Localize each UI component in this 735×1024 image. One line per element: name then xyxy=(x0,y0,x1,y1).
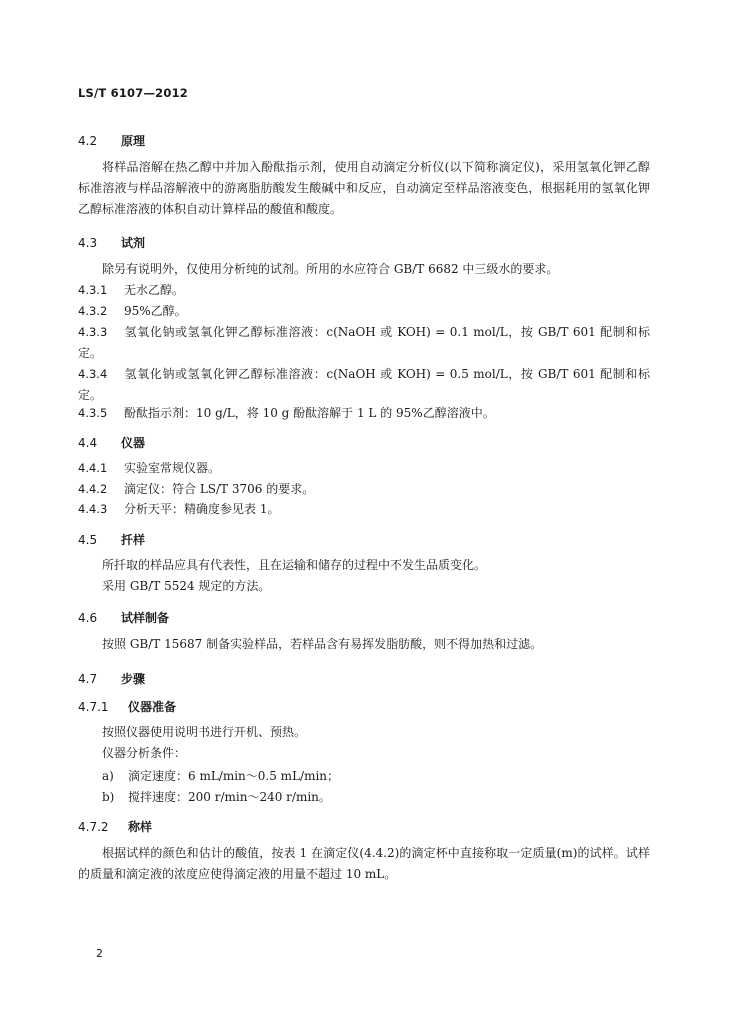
clause-4-4-2 xyxy=(78,479,650,500)
paragraph-reagents: 除另有说明外，仅使用分析纯的试剂。所用的水应符合 GB/T 6682 中三级水的要求。 xyxy=(102,262,559,276)
section-heading-4-6 xyxy=(78,609,169,626)
page-number: 2 xyxy=(96,947,103,960)
section-title: 扦样 xyxy=(121,533,146,547)
section-heading-4-7 xyxy=(78,670,145,687)
clause-text: 滴定仪：符合 LS/T 3706 的要求。 xyxy=(124,482,315,496)
section-number: 4.2 xyxy=(78,134,98,148)
clause-4-4-1 xyxy=(78,458,650,479)
paragraph-principle: 将样品溶解在热乙醇中并加入酚酞指示剂，使用自动滴定分析仪(以下简称滴定仪)，采用氢氧化钾乙醇标准溶液与样品溶解液中的游离脂肪酸发生酸碱中和反应，自动滴定至样品溶液变色，根据耗用的氢氧化钾乙醇标准溶液的体积自动计算样品的酸值和酸度。 xyxy=(78,160,650,216)
clause-4-3-5 xyxy=(78,403,650,424)
paragraph-weighing: 根据试样的颜色和估计的酸值，按表 1 在滴定仪(4.4.2)的滴定杯中直接称取一定质量(m)的试样。试样的质量和滴定液的浓度应使得滴定液的用量不超过 10 mL。 xyxy=(78,846,650,881)
section-number: 4.6 xyxy=(78,611,98,625)
section-heading-4-3 xyxy=(78,234,145,251)
clause-text: 氢氧化钠或氢氧化钾乙醇标准溶液：c(NaOH 或 KOH) = 0.5 mol/L，按 GB/T 601 配制和标定。 xyxy=(78,367,650,402)
clause-4-4-3 xyxy=(78,499,650,520)
section-number: 4.4 xyxy=(78,436,98,450)
clause-4-3-1 xyxy=(78,280,650,301)
clause-text: 分析天平：精确度参见表 1。 xyxy=(124,502,280,516)
section-number: 4.3 xyxy=(78,236,98,250)
document-code: LS/T 6107—2012 xyxy=(78,86,188,100)
clause-number: 4.3.4 xyxy=(78,367,108,381)
clause-4-3-4 xyxy=(78,364,650,406)
clause-number: 4.3.2 xyxy=(78,304,108,318)
clause-text: 无水乙醇。 xyxy=(124,283,185,297)
section-heading-4-7-1 xyxy=(78,698,176,715)
paragraph-sampling: 所扦取的样品应具有代表性，且在运输和储存的过程中不发生品质变化。 xyxy=(102,558,487,572)
clause-4-3-3 xyxy=(78,322,650,364)
clause-text: 酚酞指示剂：10 g/L，将 10 g 酚酞溶解于 1 L 的 95%乙醇溶液中。 xyxy=(124,406,495,420)
section-title: 仪器准备 xyxy=(128,700,177,714)
list-item-titration-speed xyxy=(102,767,650,784)
paragraph-instrument-start: 按照仪器使用说明书进行开机、预热。 xyxy=(102,725,307,739)
section-title: 仪器 xyxy=(121,436,146,450)
clause-number: 4.4.3 xyxy=(78,502,108,516)
section-heading-4-4 xyxy=(78,434,145,451)
section-heading-4-7-2 xyxy=(78,818,152,835)
section-title: 试样制备 xyxy=(121,611,170,625)
clause-number: 4.3.3 xyxy=(78,325,108,339)
section-title: 称样 xyxy=(128,820,153,834)
paragraph-sampling-method: 采用 GB/T 5524 规定的方法。 xyxy=(102,579,271,593)
section-title: 试剂 xyxy=(121,236,146,250)
section-number: 4.7.2 xyxy=(78,820,109,834)
list-text: 滴定速度：6 mL/min～0.5 mL/min； xyxy=(128,769,340,783)
clause-number: 4.4.1 xyxy=(78,461,108,475)
clause-number: 4.3.5 xyxy=(78,406,108,420)
paragraph-analysis-conditions: 仪器分析条件： xyxy=(102,746,187,760)
section-number: 4.5 xyxy=(78,533,98,547)
section-heading-4-5 xyxy=(78,531,145,548)
clause-text: 95%乙醇。 xyxy=(124,304,187,318)
list-item-stirring-speed xyxy=(102,788,650,805)
list-text: 搅拌速度：200 r/min～240 r/min。 xyxy=(128,790,331,804)
paragraph-sample-preparation: 按照 GB/T 15687 制备实验样品，若样品含有易挥发脂肪酸，则不得加热和过滤。 xyxy=(102,637,543,651)
clause-text: 氢氧化钠或氢氧化钾乙醇标准溶液：c(NaOH 或 KOH) = 0.1 mol/L，按 GB/T 601 配制和标定。 xyxy=(78,325,650,360)
clause-number: 4.3.1 xyxy=(78,283,108,297)
section-title: 原理 xyxy=(121,134,146,148)
section-heading-4-2 xyxy=(78,132,145,149)
clause-text: 实验室常规仪器。 xyxy=(124,461,221,475)
section-number: 4.7 xyxy=(78,672,98,686)
list-label: a) xyxy=(102,769,114,783)
clause-4-3-2 xyxy=(78,301,650,322)
clause-number: 4.4.2 xyxy=(78,482,108,496)
list-label: b) xyxy=(102,790,115,804)
section-number: 4.7.1 xyxy=(78,700,109,714)
section-title: 步骤 xyxy=(121,672,146,686)
